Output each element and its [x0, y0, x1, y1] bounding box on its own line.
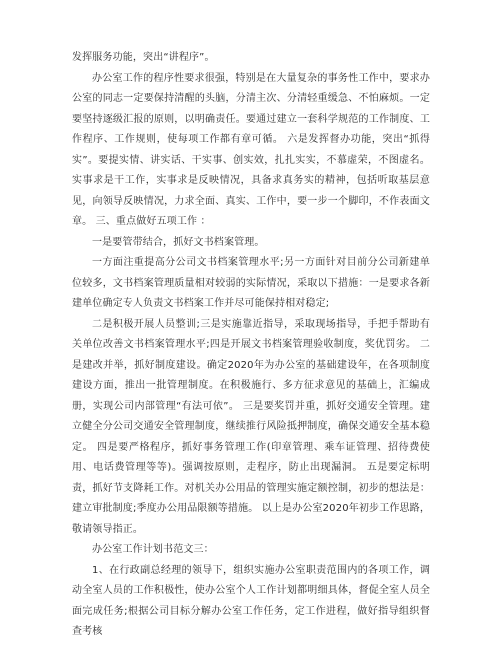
- paragraph-item-one: 1、在行政副总经理的领导下，组织实施办公室职责范围内的各项工作，调动全室人员的工作积极性，使办公室个人工作计划都明细具体，督促全室人员全面完成任务;根据公司目标分解办公室工作任务，定工作进程，做好指导组织督查考核: [72, 564, 430, 637]
- section-heading-sample-three: 办公室工作计划书范文三：: [92, 544, 214, 555]
- document-body: [72, 48, 430, 643]
- paragraph-office-procedure: 办公室工作的程序性要求很强，特别是在大量复杂的事务性工作中，要求办公室的同志一定要保持清醒的头脑，分清主次、分清轻重缓急、不怕麻烦。一定要坚持逐级汇报的原则，以明确责任。要通过建立一套科学规范的工作制度、工作程序、工作规则，使每项工作都有章可循。 六是发挥督办功能，突出“抓得实”。要提实情、讲实话、干实事、创实效，扎扎实实，不慕虚荣，不图虚名。实事求是干工作，实事求是反映情况，具备求真务实的精神，包括听取基层意见，向领导反映情况，力求全面、真实、工作中，要一步一个脚印，不作表面文章。 三、重点做好五项工作 ：: [72, 72, 430, 227]
- paragraph-continuation: 发挥服务功能，突出“讲程序”。: [72, 52, 215, 63]
- paragraph-five-tasks: 二是积极开展人员整训;三是实施靠近指导，采取现场指导，手把手帮助有关单位改善文书档案管理水平;四是开展文书档案管理验收制度，奖优罚劣。 二是建改并举，抓好制度建设。确定2020年为办公室的基础建设年，在各项制度建设方面，推出一批管理制度。在积极施行、多方征求意见的基础上，汇编成册，实现公司内部管理“有法可依”。 三是要奖罚并重，抓好交通安全管理。建立健全分公司交通安全管理制度，继续推行风险抵押制度，确保交通安全基本稳定。 四是要严格程序，抓好事务管理工作(印章管理、乘车证管理、招待费使用、电话费管理等等)。强调按原则，走程序，防止出现漏洞。 五是要定标明责，抓好节支降耗工作。对机关办公用品的管理实施定额控制，初步的想法是：建立审批制度;季度办公用品限额等措施。 以上是办公室2020年初步工作思路，敬请领导指正。: [72, 318, 430, 535]
- paragraph-archive-heading: 一是要管带结合，抓好文书档案管理。: [92, 236, 265, 248]
- paragraph-archive-measures: 一方面注重提高分公司文书档案管理水平;另一方面针对目前分公司新建单位较多，文书档案管理质量相对较弱的实际情况，采取以下措施：一是要求各新建单位确定专人负责文书档案工作并尽可能保持相对稳定;: [72, 257, 430, 309]
